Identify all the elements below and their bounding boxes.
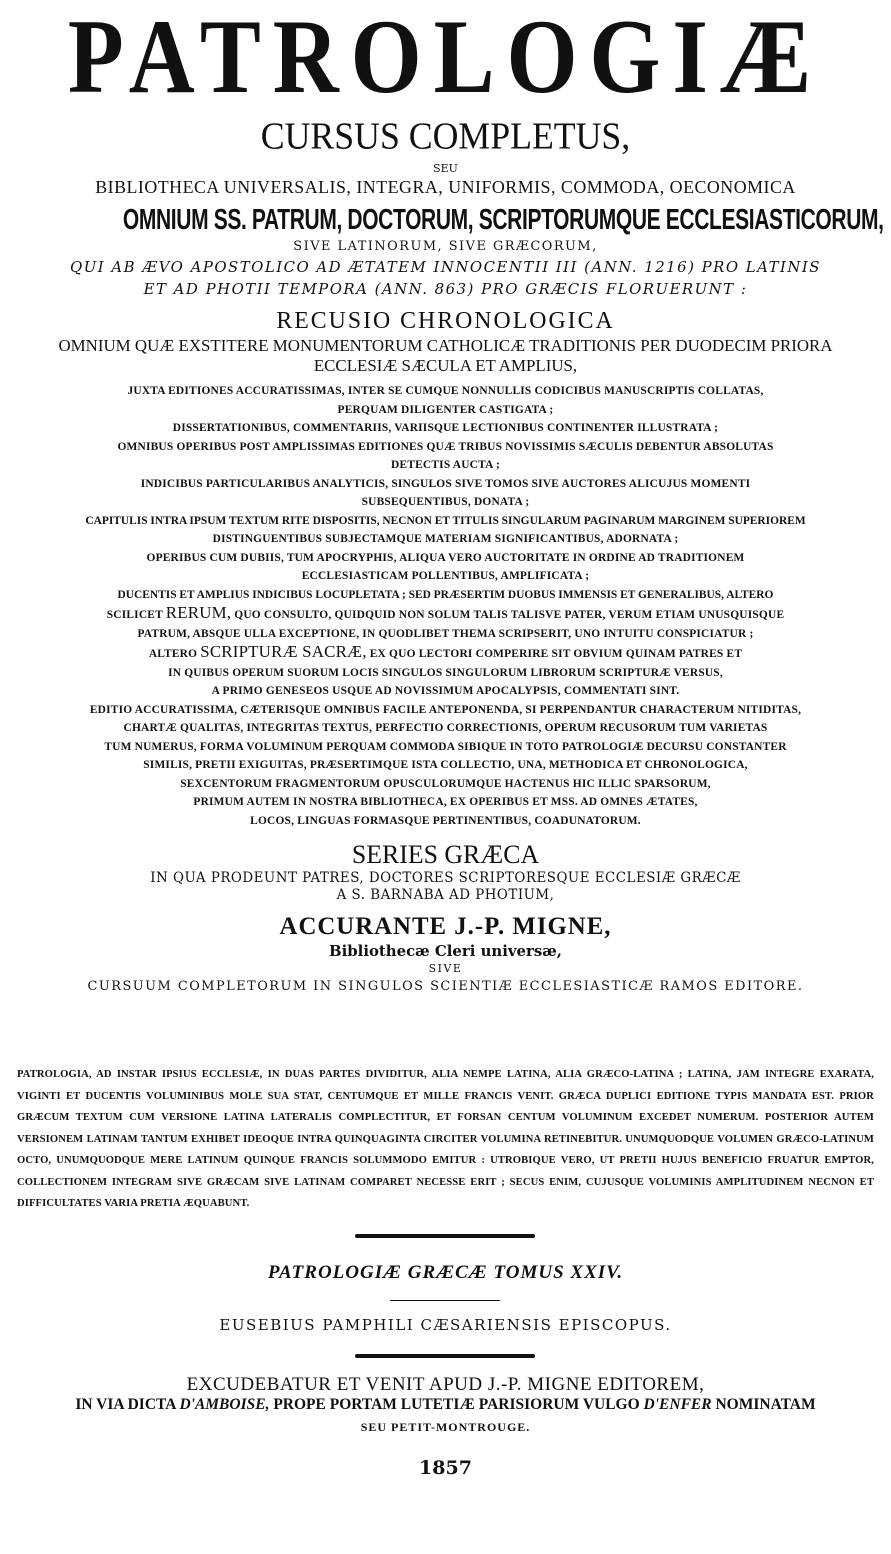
desc-line: IN QUIBUS OPERUM SUORUM LOCIS SINGULOS SINGULORUM LIBRORUM SCRIPTURÆ VERSUS, xyxy=(168,666,723,679)
desc-line: SUBSEQUENTIBUS, DONATA ; xyxy=(361,496,530,508)
divider-thin xyxy=(390,1300,500,1301)
altero-word: ALTERO xyxy=(148,648,198,660)
desc-line: EDITIO ACCURATISSIMA, CÆTERISQUE OMNIBUS FACILE ANTEPONENDA, SI PERPENDANTUR CHARACTERUM NITIDITAS, xyxy=(89,703,802,716)
scilicet-word: SCILICET xyxy=(106,609,163,621)
desc-line: A PRIMO GENESEOS USQUE AD NOVISSIMUM APOCALYPSIS, COMMENTATI SINT. xyxy=(211,685,680,697)
imprint-line-3: SEU PETIT-MONTROUGE. xyxy=(360,1420,531,1434)
series-heading: SERIES GRÆCA xyxy=(351,840,540,869)
pricing-paragraph: PATROLOGIA, AD INSTAR IPSIUS ECCLESIÆ, IN DUAS PARTES DIVIDITUR, ALIA NEMPE LATINA, ALIA GRÆCO-LATINA ; LATINA, JAM INTEGRE EXARATA, VIGINTI ET DUCENTIS VOLUMINIBUS MOLE SUA STAT, CENTUMQUE ET MILLE FRANCIS VENIT. GRÆCA DUPLICI EDITIONE TYPIS MANDATA EST. PRIOR GRÆCUM TEXTUM CUM VERSIONE LATINA LATERALIS COMPLECTITUR, ET FORSAN CENTUM VOLUMINUM EXCEDET NUMERUM. POSTERIOR AUTEM VERSIONEM LATINAM TANTUM EXHIBET IDEOQUE INTRA QUINQUAGINTA CIRCITER VOLUMINA RETINEBITUR. UNUMQUODQUE VOLUMEN GRÆCO-LATINUM OCTO, UNUMQUODQUE MERE LATINUM QUINQUE FRANCIS SOLUMMODO EMITUR : UTROBIQUE VERO, UT PRETII HUJUS BENEFICIO FRUATUR EMPTOR, COLLECTIONEM INTEGRAM SIVE GRÆCAM SIVE LATINAM COMPARET NECESSE ERIT ; SECUS ENIM, CUJUSQUE VOLUMINIS AMPLITUDINEM NECNON ET DIFFICULTATES VARIA PRETIA ÆQUABUNT. xyxy=(17,1069,874,1209)
tomus-title: PATROLOGIÆ GRÆCÆ TOMUS XXIV. xyxy=(267,1262,624,1283)
scripturae-rest: EX QUO LECTORI COMPERIRE SIT OBVIUM QUINAM PATRES ET xyxy=(369,648,743,660)
desc-line: JUXTA EDITIONES ACCURATISSIMAS, INTER SE CUMQUE NONNULLIS CODICIBUS MANUSCRIPTIS COLLATAS, xyxy=(127,385,764,397)
desc-line: DUCENTIS ET AMPLIUS INDICIBUS LOCUPLETATA ; SED PRÆSERTIM DUOBUS IMMENSIS ET GENERALIBUS, ALTERO xyxy=(117,588,774,601)
imprint-2e: NOMINATAM xyxy=(715,1396,816,1413)
desc-line: CAPITULIS INTRA IPSUM TEXTUM RITE DISPOSITIS, NECNON ET TITULIS SINGULARUM PAGINARUM MARGINEM SUPERIOREM xyxy=(85,514,806,527)
seu-word: SEU xyxy=(433,162,458,175)
imprint-2c: PROPE PORTAM LUTETIÆ PARISIORUM VULGO xyxy=(273,1396,640,1413)
series-line-2: A S. BARNABA AD PHOTIUM, xyxy=(336,887,555,903)
desc-line: PRIMUM AUTEM IN NOSTRA BIBLIOTHECA, EX OPERIBUS ET MSS. AD OMNES ÆTATES, xyxy=(193,796,698,808)
recusio-heading: RECUSIO CHRONOLOGICA xyxy=(276,308,615,334)
desc-line: LOCOS, LINGUAS FORMASQUE PERTINENTIBUS, COADUNATORUM. xyxy=(250,814,641,827)
subtitle: CURSUS COMPLETUS, xyxy=(260,115,631,157)
bibliothecae-line: Bibliothecæ Cleri universæ, xyxy=(329,942,562,960)
description-block xyxy=(0,382,891,830)
desc-line: CHARTÆ QUALITAS, INTEGRITAS TEXTUS, PERFECTIO CORRECTIONIS, OPERUM RECUSORUM TUM VARIETAS xyxy=(123,722,768,734)
imprint-2a: IN VIA DICTA xyxy=(75,1396,176,1413)
qui-line-1: QUI AB ÆVO APOSTOLICO AD ÆTATEM INNOCENTII III (ANN. 1216) PRO LATINIS xyxy=(70,258,821,276)
sive-line: SIVE LATINORUM, SIVE GRÆCORUM, xyxy=(293,239,598,254)
publication-year: 1857 xyxy=(419,1457,472,1479)
omnium2-line-1: OMNIUM QUÆ EXSTITERE MONUMENTORUM CATHOLICÆ TRADITIONIS PER DUODECIM PRIORA xyxy=(58,336,833,355)
omnium2-line-2: ECCLESIÆ SÆCULA ET AMPLIUS, xyxy=(313,356,578,375)
imprint-line-1: EXCUDEBATUR ET VENIT APUD J.-P. MIGNE EDITOREM, xyxy=(186,1374,705,1395)
desc-line: ECCLESIASTICAM POLLENTIBUS, AMPLIFICATA ; xyxy=(301,570,590,582)
desc-line: DISSERTATIONIBUS, COMMENTARIIS, VARIISQUE LECTIONIBUS CONTINENTER ILLUSTRATA ; xyxy=(172,422,719,434)
scripturae-word: SCRIPTURÆ SACRÆ, xyxy=(200,642,367,661)
desc-line: SIMILIS, PRETII EXIGUITAS, PRÆSERTIMQUE ISTA COLLECTIO, UNA, METHODICA ET CHRONOLOGICA, xyxy=(143,759,748,771)
desc-line: OMNIBUS OPERIBUS POST AMPLISSIMAS EDITIONES QUÆ TRIBUS NOVISSIMIS SÆCULIS DEBENTUR ABSOLUTAS xyxy=(117,440,774,453)
main-title: PATROLOGIÆ xyxy=(67,0,824,116)
desc-line: OPERIBUS CUM DUBIIS, TUM APOCRYPHIS, ALIQUA VERO AUCTORITATE IN ORDINE AD TRADITIONEM xyxy=(146,551,745,564)
series-line-1: IN QUA PRODEUNT PATRES, DOCTORES SCRIPTORESQUE ECCLESIÆ GRÆCÆ xyxy=(150,870,741,886)
sive-word: SIVE xyxy=(428,962,463,975)
omnium-line: OMNIUM SS. PATRUM, DOCTORUM, SCRIPTORUMQUE ECCLESIASTICORUM, xyxy=(122,204,884,236)
desc-line: PATRUM, ABSQUE ULLA EXCEPTIONE, IN QUODLIBET THEMA SCRIPSERIT, UNO INTUITU CONSPICIATUR ; xyxy=(137,627,754,640)
divider-rule xyxy=(355,1234,535,1238)
desc-line: TUM NUMERUS, FORMA VOLUMINUM PERQUAM COMMODA SIBIQUE IN TOTO PATROLOGIÆ DECURSU CONSTANTER xyxy=(104,740,787,753)
divider-rule-2 xyxy=(355,1354,535,1358)
cursuum-line: CURSUUM COMPLETORUM IN SINGULOS SCIENTIÆ ECCLESIASTICÆ RAMOS EDITORE. xyxy=(87,979,804,994)
desc-line: DETECTIS AUCTA ; xyxy=(391,459,500,471)
desc-line: SEXCENTORUM FRAGMENTORUM OPUSCULORUMQUE HACTENUS HIC ILLIC SPARSORUM, xyxy=(180,777,711,790)
imprint-2b: D'AMBOISE, xyxy=(179,1396,270,1413)
qui-line-2: ET AD PHOTII TEMPORA (ANN. 863) PRO GRÆCIS FLORUERUNT : xyxy=(143,280,748,298)
imprint-line-2 xyxy=(0,1396,891,1414)
rerum-word: RERUM, xyxy=(165,603,232,622)
bibliotheca-line: BIBLIOTHECA UNIVERSALIS, INTEGRA, UNIFORMIS, COMMODA, OECONOMICA xyxy=(95,177,796,197)
rerum-rest: QUO CONSULTO, QUIDQUID NON SOLUM TALIS TALISVE PATER, VERUM ETIAM UNUSQUISQUE xyxy=(234,609,785,621)
editor-line: ACCURANTE J.-P. MIGNE, xyxy=(279,913,612,940)
desc-line-rerum xyxy=(3,604,888,625)
author-line: EUSEBIUS PAMPHILI CÆSARIENSIS EPISCOPUS. xyxy=(219,1316,672,1334)
imprint-2d: D'ENFER xyxy=(643,1396,712,1413)
desc-line: DISTINGUENTIBUS SUBJECTAMQUE MATERIAM SIGNIFICANTIBUS, ADORNATA ; xyxy=(212,533,679,545)
desc-line: INDICIBUS PARTICULARIBUS ANALYTICIS, SINGULOS SIVE TOMOS SIVE AUCTORES ALICUJUS MOMENTI xyxy=(140,477,751,490)
desc-line: PERQUAM DILIGENTER CASTIGATA ; xyxy=(337,403,554,416)
desc-line-scripturae xyxy=(3,643,888,664)
